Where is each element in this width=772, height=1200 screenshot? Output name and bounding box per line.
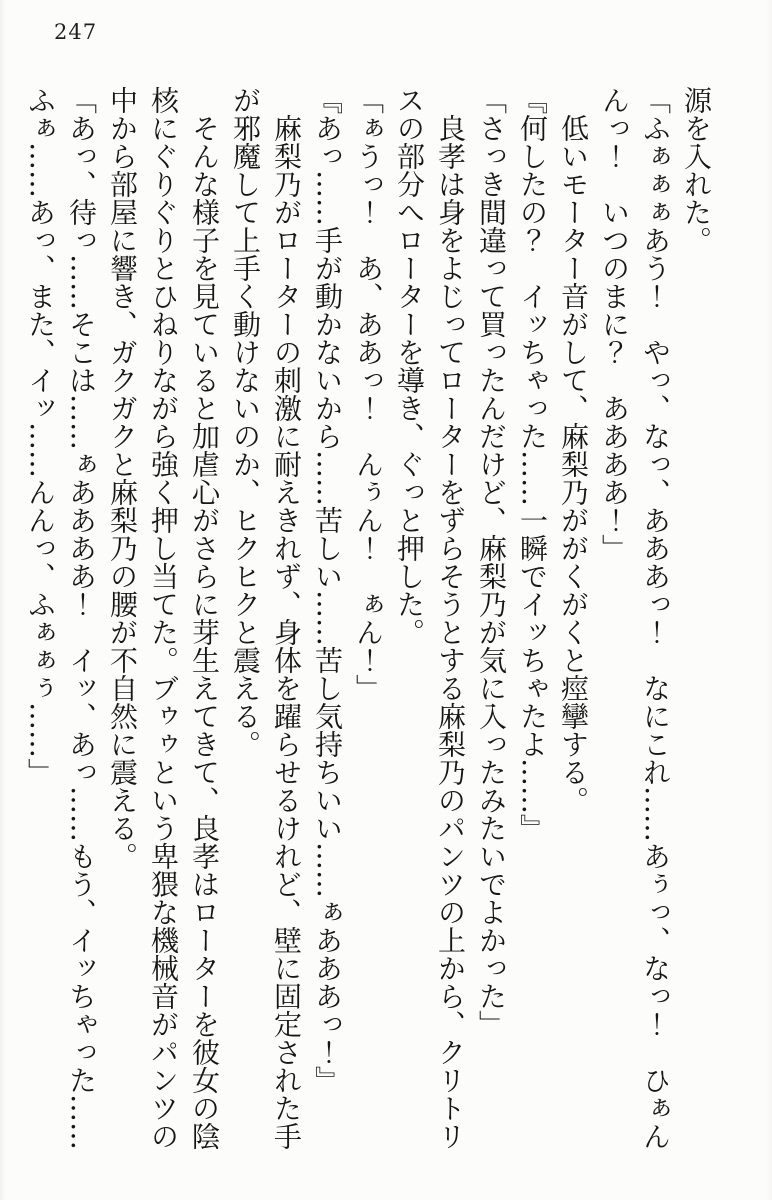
paragraph: 「ぁうっ！ あ、ああっ！ んぅん！ ぁん！」	[352, 86, 385, 702]
paragraph: 「さっき間違って買ったんだけど、麻梨乃が気に入ったみたいでよかった」	[475, 86, 508, 1038]
text-block	[20, 86, 717, 1150]
paragraph: 『あっ……手が動かないから……苦しい……苦し気持ちいい……ぁあああっ！』	[311, 86, 344, 1094]
paragraph: 低いモーター音がして、麻梨乃ががくがくと痙攣する。	[557, 86, 590, 814]
paragraph: 「ふぁぁぁあう！ やっ、なっ、あああっ！ なにこれ……あぅっ、なっ！ ひぁんんっ！ いつのまに？ ああああ！」	[598, 86, 672, 1150]
paragraph: そんな様子を見ていると加虐心がさらに芽生えてきて、良孝はローターを彼女の陰核にぐりぐりとひねりながら強く押し当てた。ブゥゥという卑猥な機械音がパンツの中から部屋に響き、ガクガクと麻梨乃の腰が不自然に震える。	[106, 86, 221, 1150]
paragraph: 『何したの？ イッちゃった……一瞬でイッちゃたよ……』	[516, 86, 549, 842]
paragraph: 良孝は身をよじってローターをずらそうとする麻梨乃のパンツの上から、クリトリスの部分へローターを導き、ぐっと押した。	[393, 86, 467, 1150]
paragraph: 「あっ、待っ……そこは……ぁああああ！ イッ、あっ……もう、イッちゃった……ふぁ……あっ、また、イッ……んんっ、ふぁぁぅ……」	[24, 86, 98, 1150]
paragraph: 麻梨乃がローターの刺激に耐えきれず、身体を躍らせるけれど、壁に固定された手が邪魔して上手く動けないのか、ヒクヒクと震える。	[229, 86, 303, 1150]
paragraph: 源を入れた。	[680, 86, 713, 254]
page-number: 247	[54, 20, 98, 44]
